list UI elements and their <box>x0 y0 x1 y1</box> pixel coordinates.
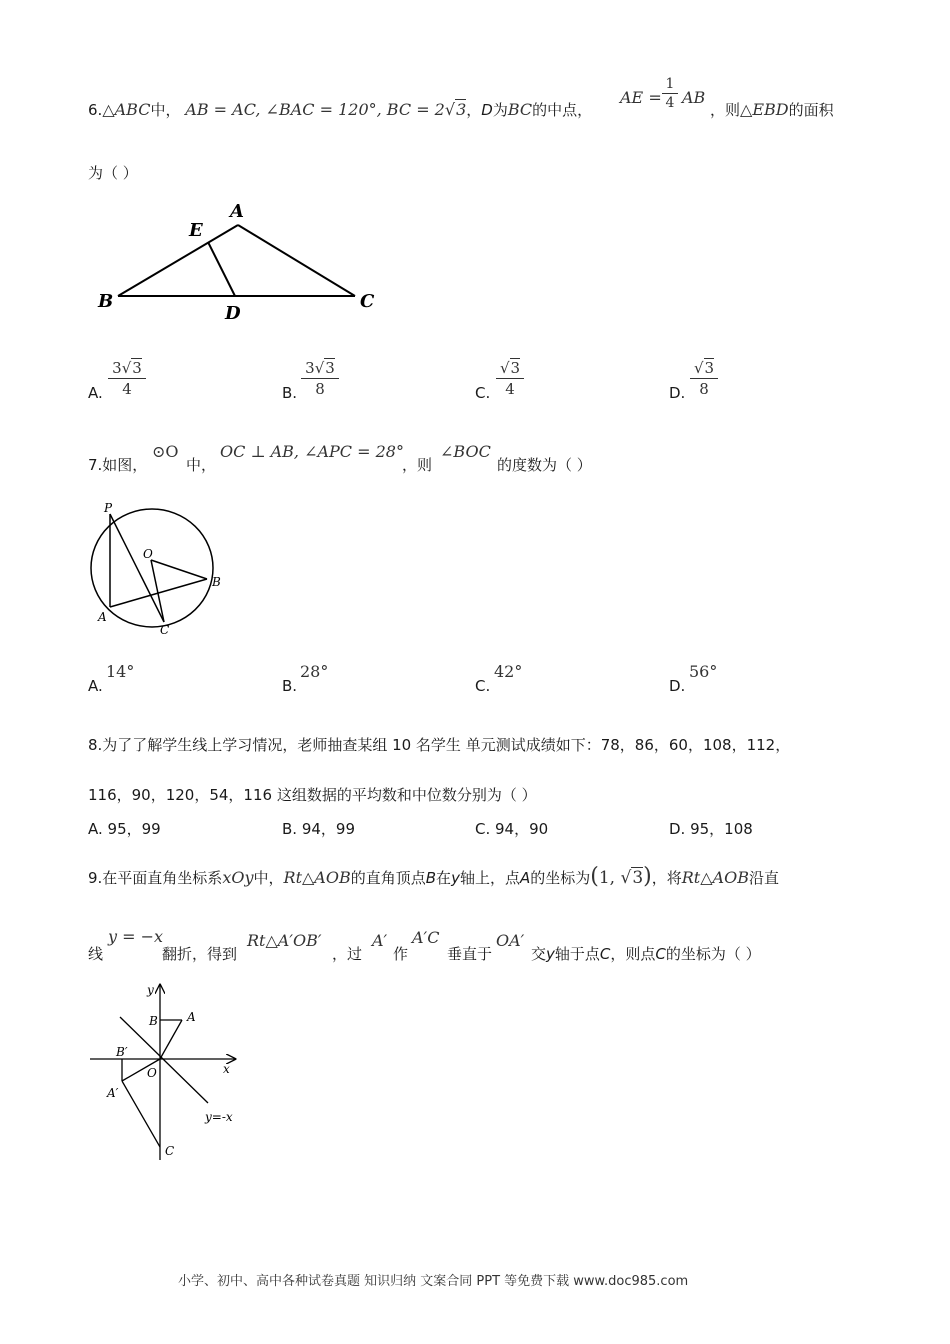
q9-text: 的坐标为 <box>530 869 591 887</box>
q6-option-b-value[interactable]: 3√3 8 <box>301 359 339 398</box>
q6-label-c: C <box>360 291 375 312</box>
q9-line2-end <box>531 944 761 964</box>
q6-frac-bar <box>662 93 678 94</box>
q7-tail: 的度数为（ ） <box>497 456 592 474</box>
q7-option-c-value[interactable]: 42° <box>494 662 523 681</box>
q9-text: 中， <box>253 869 284 887</box>
q7-option-b-label[interactable]: B. <box>282 677 298 695</box>
q6-text: ，则 <box>710 101 741 119</box>
q6-text: 为 <box>492 101 508 119</box>
q6-option-a-label[interactable]: A. <box>88 384 103 402</box>
q6-option-c-value[interactable]: √3 4 <box>496 359 524 398</box>
q9-label-c: C <box>165 1144 175 1158</box>
q7-zhong: 中， <box>186 456 217 474</box>
q7-condition: OC ⊥ AB, ∠APC = 28° <box>220 442 404 461</box>
q6-option-d-rad: 3 <box>704 359 715 377</box>
q8-option-c[interactable]: C. 94，90 <box>475 820 549 838</box>
q9-coordinate-figure <box>85 980 255 1165</box>
q9-segment-ao <box>160 1020 182 1059</box>
page-footer[interactable]: 小学、初中、高中各种试卷真题 知识归纳 文案合同 PPT 等免费下载 www.doc985.com <box>178 1274 689 1289</box>
q9-l2d: 作 <box>393 945 409 963</box>
q9-label-a: A <box>187 1010 196 1024</box>
q9-segment-aprime-c <box>122 1081 160 1147</box>
q9-l2c: ，过 <box>332 945 363 963</box>
q7-option-c-label[interactable]: C. <box>475 677 491 695</box>
q9-text: 在 <box>436 869 452 887</box>
q9-label-a-prime: A′ <box>107 1086 119 1100</box>
q6-label-a: A <box>230 201 244 222</box>
q6-option-a-value[interactable]: 3√3 4 <box>108 359 146 398</box>
q6-option-a-den: 4 <box>122 380 132 398</box>
q7-option-b-value[interactable]: 28° <box>300 662 329 681</box>
q8-option-b[interactable]: B. 94，99 <box>282 820 356 838</box>
q7-option-a-label[interactable]: A. <box>88 677 103 695</box>
q6-text: ， <box>466 101 482 119</box>
q6-line2: 为（ ） <box>88 164 138 182</box>
q6-frac-den: 4 <box>665 95 675 111</box>
q9-xoy: xOy <box>222 868 254 887</box>
q9-text: 轴上，点 <box>459 869 520 887</box>
q9-point-c: C <box>599 945 611 963</box>
q6-side-ac <box>238 225 355 296</box>
q6-point-d: D <box>481 101 493 119</box>
q9-point-b: B <box>425 869 437 887</box>
q7-then: ，则 <box>402 456 433 474</box>
q6-label-d: D <box>225 303 241 324</box>
q6-label-b: B <box>98 291 114 312</box>
q9-line1 <box>88 864 779 889</box>
q9-point-a: A <box>519 869 531 887</box>
q9-ac: A′C <box>412 928 440 947</box>
q6-option-b-den: 8 <box>315 380 325 398</box>
q9-oa-prime: OA′ <box>496 931 525 950</box>
q9-text: 交 <box>531 945 547 963</box>
q9-a-prime: A′ <box>372 931 388 950</box>
q7-prefix: 7.如图， <box>88 456 148 474</box>
q6-triangle-abc: △ABC <box>102 100 151 119</box>
q6-option-b-rad: 3 <box>325 359 335 377</box>
q6-ae-eq: AE = <box>620 88 662 107</box>
q9-label-o: O <box>147 1066 157 1080</box>
q7-chord-pc <box>110 514 164 622</box>
q9-l2a: 线 <box>88 945 104 963</box>
q9-text: 9.在平面直角坐标系 <box>88 869 223 887</box>
q7-label-o: O <box>143 547 153 561</box>
q6-text: 的中点， <box>532 101 593 119</box>
q6-condition: AB = AC, ∠BAC = 120°, BC = 2√3 <box>185 100 467 119</box>
q6-option-c-rad: 3 <box>510 359 521 377</box>
q7-circle-o: ⊙O <box>152 442 179 461</box>
q6-option-c-label[interactable]: C. <box>475 384 491 402</box>
q9-text: 轴于点 <box>554 945 600 963</box>
q9-label-x: x <box>223 1062 230 1076</box>
q7-label-b: B <box>212 575 221 589</box>
q9-point-c-2: C <box>655 945 666 963</box>
q9-label-line: y=-x <box>205 1110 233 1124</box>
q8-option-a[interactable]: A. 95，99 <box>88 820 161 838</box>
q7-label-p: P <box>104 501 113 515</box>
q9-label-b-prime: B′ <box>116 1045 128 1059</box>
q9-rt-aob: Rt△AOB <box>283 868 351 887</box>
q7-radius-ob <box>151 560 207 579</box>
q9-text: 的直角顶点 <box>350 869 426 887</box>
q9-text: 的坐标为（ ） <box>665 945 761 963</box>
q9-l2b: 翻折，得到 <box>162 945 238 963</box>
q8-option-d[interactable]: D. 95，108 <box>669 820 753 838</box>
q6-segment-bc: BC <box>507 100 533 119</box>
q9-text: 沿直 <box>748 869 779 887</box>
q6-triangle-ebd: △EBD <box>740 100 789 119</box>
q9-text: ，将 <box>651 869 682 887</box>
q9-label-y: y <box>147 983 154 997</box>
q6-option-d-label[interactable]: D. <box>669 384 686 402</box>
q6-side-ba <box>118 225 238 296</box>
q6-label-e: E <box>189 220 203 241</box>
q9-text: ，则点 <box>610 945 656 963</box>
q9-coordinate: (1, √3) <box>590 864 652 889</box>
q9-y-axis-2: y <box>546 945 555 963</box>
q6-option-d-den: 8 <box>699 380 709 398</box>
q6-triangle-figure <box>90 195 390 325</box>
q6-option-b-label[interactable]: B. <box>282 384 298 402</box>
q9-rt-aob-2: Rt△AOB <box>681 868 749 887</box>
q9-l2e: 垂直于 <box>447 945 493 963</box>
q7-angle-boc: ∠BOC <box>440 442 491 461</box>
q6-ab: AB <box>682 88 706 107</box>
q6-segment-ed <box>208 242 235 296</box>
q7-radius-oc <box>151 560 164 622</box>
q6-option-c-den: 4 <box>505 380 515 398</box>
q9-y-axis: y <box>451 869 460 887</box>
q6-option-a-coef: 3 <box>112 359 122 377</box>
q6-option-a-rad: 3 <box>132 359 142 377</box>
q9-line-equation: y = −x <box>108 927 164 946</box>
q7-circle-figure <box>85 500 235 640</box>
q8-line1: 8.为了了解学生线上学习情况，老师抽查某组 10 名学生 单元测试成绩如下：78，86，60，108，112， <box>88 736 791 754</box>
q6-line1 <box>88 100 592 120</box>
q7-option-d-value[interactable]: 56° <box>689 662 718 681</box>
q7-label-a: A <box>98 610 107 624</box>
q7-label-c: C <box>160 623 170 637</box>
q6-line1-end <box>710 100 834 120</box>
q6-number: 6. <box>88 101 103 119</box>
q6-option-b-coef: 3 <box>305 359 315 377</box>
q6-text: 的面积 <box>788 101 834 119</box>
q8-line2: 116，90，120，54，116 这组数据的平均数和中位数分别为（ ） <box>88 786 537 804</box>
q6-fraction <box>662 76 678 111</box>
q6-text: 中， <box>150 101 181 119</box>
q9-rt-a-prime: Rt△A′OB′ <box>247 931 322 950</box>
q7-option-a-value[interactable]: 14° <box>106 662 135 681</box>
q9-line-y-neg-x <box>120 1017 208 1103</box>
q9-label-b: B <box>149 1014 158 1028</box>
q7-option-d-label[interactable]: D. <box>669 677 686 695</box>
q6-frac-num: 1 <box>665 76 675 92</box>
q6-option-d-value[interactable]: √3 8 <box>690 359 718 398</box>
